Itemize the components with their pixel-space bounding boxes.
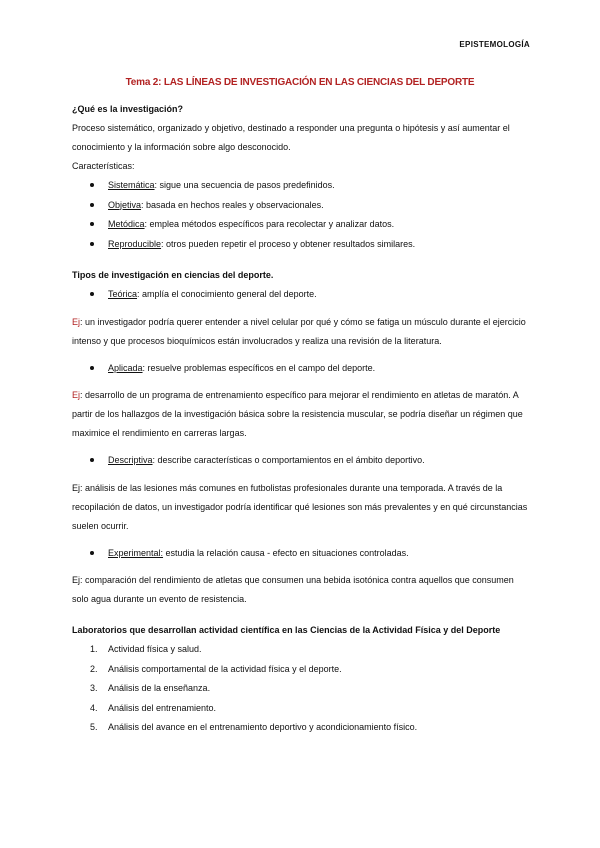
item-text: Actividad física y salud. [108,644,202,654]
characteristics-list [72,176,532,254]
term-desc: estudia la relación causa - efecto en situaciones controladas. [163,547,409,558]
item-text: Análisis del entrenamiento. [108,702,217,713]
item-number: 5. [90,722,98,732]
example-label: Ej [72,390,81,400]
list-item [72,359,532,379]
type-list-theoretical [72,285,532,305]
example-label: Ej [72,316,81,327]
list-item [72,718,532,738]
list-item [72,285,532,305]
example-paragraph [72,479,532,536]
term: Sistemática [108,180,155,190]
type-list-applied [72,359,532,379]
example-text: : comparación del rendimiento de atletas que consumen una bebida isotónica contra aquellos que consumen solo agua durante un evento de resistencia. [72,575,514,604]
definition-paragraph: Proceso sistemático, organizado y objetivo, destinado a responder una pregunta o hipótesis y así aumentar el conocimiento y la información sobre algo desconocido. [72,123,510,152]
term-desc: : sigue una secuencia de pasos predefinidos. [154,180,335,190]
section-heading-laboratories: Laboratorios que desarrollan actividad científica en las Ciencias de la Actividad Física y del Deporte [72,625,501,635]
term-desc: : basada en hechos reales y observacionales. [141,199,324,210]
list-item [72,640,532,660]
list-item [72,235,532,255]
example-label: Ej [72,482,81,493]
term: Reproducible [108,238,162,249]
list-item [72,215,532,235]
example-text: : desarrollo de un programa de entrenamiento específico para mejorar el rendimiento en atletas de maratón. A partir de los hallazgos de la investigación básica sobre la resistencia muscular, se podría diseñar un régimen que maximice el rendimiento en carreras largas. [72,390,523,438]
example-paragraph [72,313,532,351]
list-item [72,699,532,719]
item-text: Análisis del avance en el entrenamiento deportivo y acondicionamiento físico. [108,722,418,732]
term: Objetiva [108,199,142,210]
term: Metódica [108,219,145,229]
type-list-descriptive [72,451,532,471]
list-item [72,196,532,216]
example-paragraph [72,571,532,609]
term: Aplicada [108,362,143,373]
term: Experimental: [108,547,164,558]
item-number: 3. [90,683,98,693]
example-text: : un investigador podría querer entender a nivel celular por qué y cómo se fatiga un músculo durante el ejercicio intenso y que procesos bioquímicos están involucrados y realiza una revisión de la literatura. [72,316,526,346]
term: Descriptiva [108,455,153,465]
item-number: 2. [90,663,98,674]
term-desc: : otros pueden repetir el proceso y obtener resultados similares. [161,238,416,249]
item-number: 4. [90,702,98,713]
term-desc: : emplea métodos específicos para recolectar y analizar datos. [144,219,395,229]
type-list-experimental [72,544,532,564]
document-body [72,100,532,738]
item-text: Análisis de la enseñanza. [108,683,211,693]
page-title: Tema 2: LAS LÍNEAS DE INVESTIGACIÓN EN LAS CIENCIAS DEL DEPORTE [125,77,475,88]
item-text: Análisis comportamental de la actividad física y el deporte. [108,663,342,674]
term-desc: : describe características o comportamientos en el ámbito deportivo. [152,455,425,465]
list-item [72,544,532,564]
list-item [72,451,532,471]
section-heading-research-types: Tipos de investigación en ciencias del deporte. [72,270,274,280]
list-item [72,660,532,680]
item-number: 1. [90,644,98,654]
term-desc: : amplía el conocimiento general del deporte. [137,289,317,299]
example-paragraph [72,386,532,443]
term: Teórica [108,289,138,299]
laboratories-list [72,640,532,738]
term-desc: : resuelve problemas específicos en el campo del deporte. [142,362,376,373]
characteristics-label: Características: [72,161,135,171]
header-tag: EPISTEMOLOGÍA [459,40,530,49]
section-heading-what-is-research: ¿Qué es la investigación? [72,104,184,114]
example-label: Ej [72,575,81,585]
list-item [72,176,532,196]
list-item [72,679,532,699]
example-text: : análisis de las lesiones más comunes en futbolistas profesionales durante una temporada. A través de la recopilación de datos, un investigador podría identificar qué lesiones son más prevalentes y en qué circunstancias suelen ocurrir. [72,482,528,531]
